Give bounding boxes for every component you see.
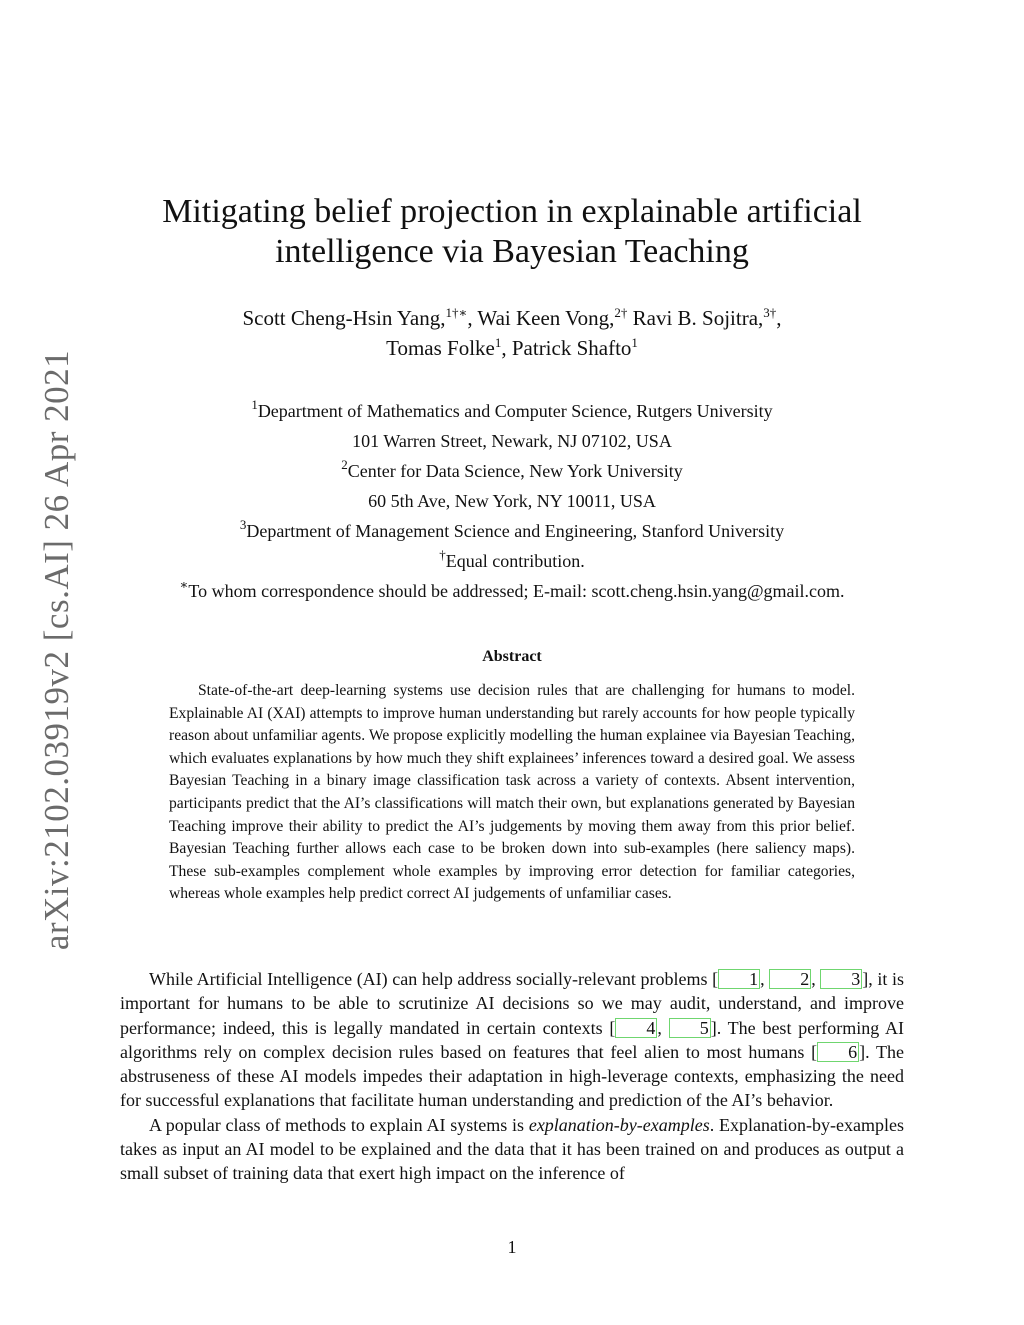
citation-separator: , (657, 1017, 669, 1038)
author-affiliation-mark: 1†∗ (445, 305, 468, 320)
equal-contribution-note (112, 546, 912, 576)
body-text-run: ]. The abstruseness of these AI models impedes their adaptation in high-leverage contexts, emphasizing the need for successful explanations that facilitate human understanding and prediction of the AI’s behavior. (120, 1041, 904, 1111)
page-number: 1 (507, 1237, 517, 1257)
body-paragraph-1 (120, 967, 904, 1113)
author-affiliation-mark: 3† (763, 305, 777, 320)
body-paragraph-2 (120, 1113, 904, 1186)
citation-link[interactable]: 5 (669, 1018, 711, 1038)
abstract-heading: Abstract (482, 648, 542, 665)
title-line-1: Mitigating belief projection in explainable artificial (162, 193, 862, 230)
affiliation-name: Department of Mathematics and Computer Science, Rutgers University (257, 401, 773, 421)
correspondence-note (112, 576, 912, 606)
author-name: Scott Cheng-Hsin Yang, (242, 306, 446, 330)
author-name: Tomas Folke (386, 336, 495, 360)
affiliation-name: Department of Management Science and Engineering, Stanford University (246, 521, 785, 541)
affiliation-mark: 2 (341, 457, 348, 472)
emphasized-term: explanation-by-examples (528, 1114, 710, 1135)
abstract-text: State-of-the-art deep-learning systems use decision rules that are challenging for humans to model. Explainable AI (XAI) attempts to improve human understanding but rarely accounts for how people typically reason about unfamiliar agents. We propose explicitly modelling the human explainee via Bayesian Teaching, which evaluates explanations by how much they shift explainees’ inferences toward a desired goal. We assess Bayesian Teaching in a binary image classification task across a variety of contexts. Absent intervention, participants predict that the AI’s classifications will match their own, but explanations generated by Bayesian Teaching improve their ability to predict the AI’s judgements by moving them away from this prior belief. Bayesian Teaching further allows each case to be broken down into sub-examples (here saliency maps). These sub-examples complement whole examples by improving error detection for familiar categories, whereas whole examples help predict correct AI judgements of unfamiliar cases. (169, 682, 855, 903)
body-text-run: While Artificial Intelligence (AI) can help address socially-relevant problems [ (149, 969, 719, 989)
author-list (112, 303, 912, 363)
author-name: Ravi B. Sojitra, (627, 306, 764, 330)
author-affiliation-mark: 1 (631, 335, 638, 350)
footnote-mark: † (439, 547, 446, 562)
affiliation-mark: 1 (251, 397, 258, 412)
author-affiliation-mark: 1 (494, 335, 502, 350)
paper-title (112, 192, 912, 272)
citation-link[interactable]: 3 (820, 969, 862, 989)
affiliation-1-address: 101 Warren Street, Newark, NJ 07102, USA (352, 431, 672, 451)
equal-contribution-text: Equal contribution. (445, 551, 585, 571)
body-text-run: ]. The best performing AI algorithms rely on complex decision rules based on features that feel alien to most humans [ (120, 1017, 904, 1062)
body-text-run: ], it is important for humans to be able to scrutinize AI decisions so we may audit, understand, and improve performance; indeed, this is legally mandated in certain contexts [ (120, 969, 904, 1038)
body-text-run: A popular class of methods to explain AI systems is (149, 1114, 529, 1135)
author-separator: , (776, 306, 782, 330)
citation-separator: , (760, 969, 770, 989)
body-text (120, 967, 904, 1186)
affiliation-mark: 3 (239, 517, 247, 532)
affiliation-3 (112, 516, 912, 546)
citation-link[interactable]: 4 (615, 1018, 657, 1038)
correspondence-text: To whom correspondence should be addressed; E-mail: scott.cheng.hsin.yang@gmail.com. (188, 581, 845, 601)
affiliation-1 (112, 396, 912, 426)
author-affiliation-mark: 2† (614, 305, 628, 320)
author-name: , Wai Keen Vong, (467, 306, 615, 330)
affiliation-2-address: 60 5th Ave, New York, NY 10011, USA (368, 491, 656, 511)
affiliation-name: Center for Data Science, New York University (347, 461, 683, 481)
arxiv-identifier-stamp: arXiv:2102.03919v2 [cs.AI] 26 Apr 2021 (37, 349, 76, 951)
footnote-mark: ∗ (179, 577, 189, 592)
body-text-run: . Explanation-by-examples takes as input an AI model to be explained and the data that it has been trained on and produces as output a small subset of training data that exert high impact on the inference of (120, 1114, 904, 1184)
author-name: , Patrick Shafto (501, 336, 632, 360)
citation-link[interactable]: 6 (817, 1042, 859, 1062)
citation-separator: , (811, 969, 821, 989)
affiliation-block (112, 396, 912, 606)
title-line-2: intelligence via Bayesian Teaching (275, 233, 749, 270)
affiliation-2 (112, 456, 912, 486)
citation-link[interactable]: 1 (718, 969, 760, 989)
citation-link[interactable]: 2 (769, 969, 811, 989)
